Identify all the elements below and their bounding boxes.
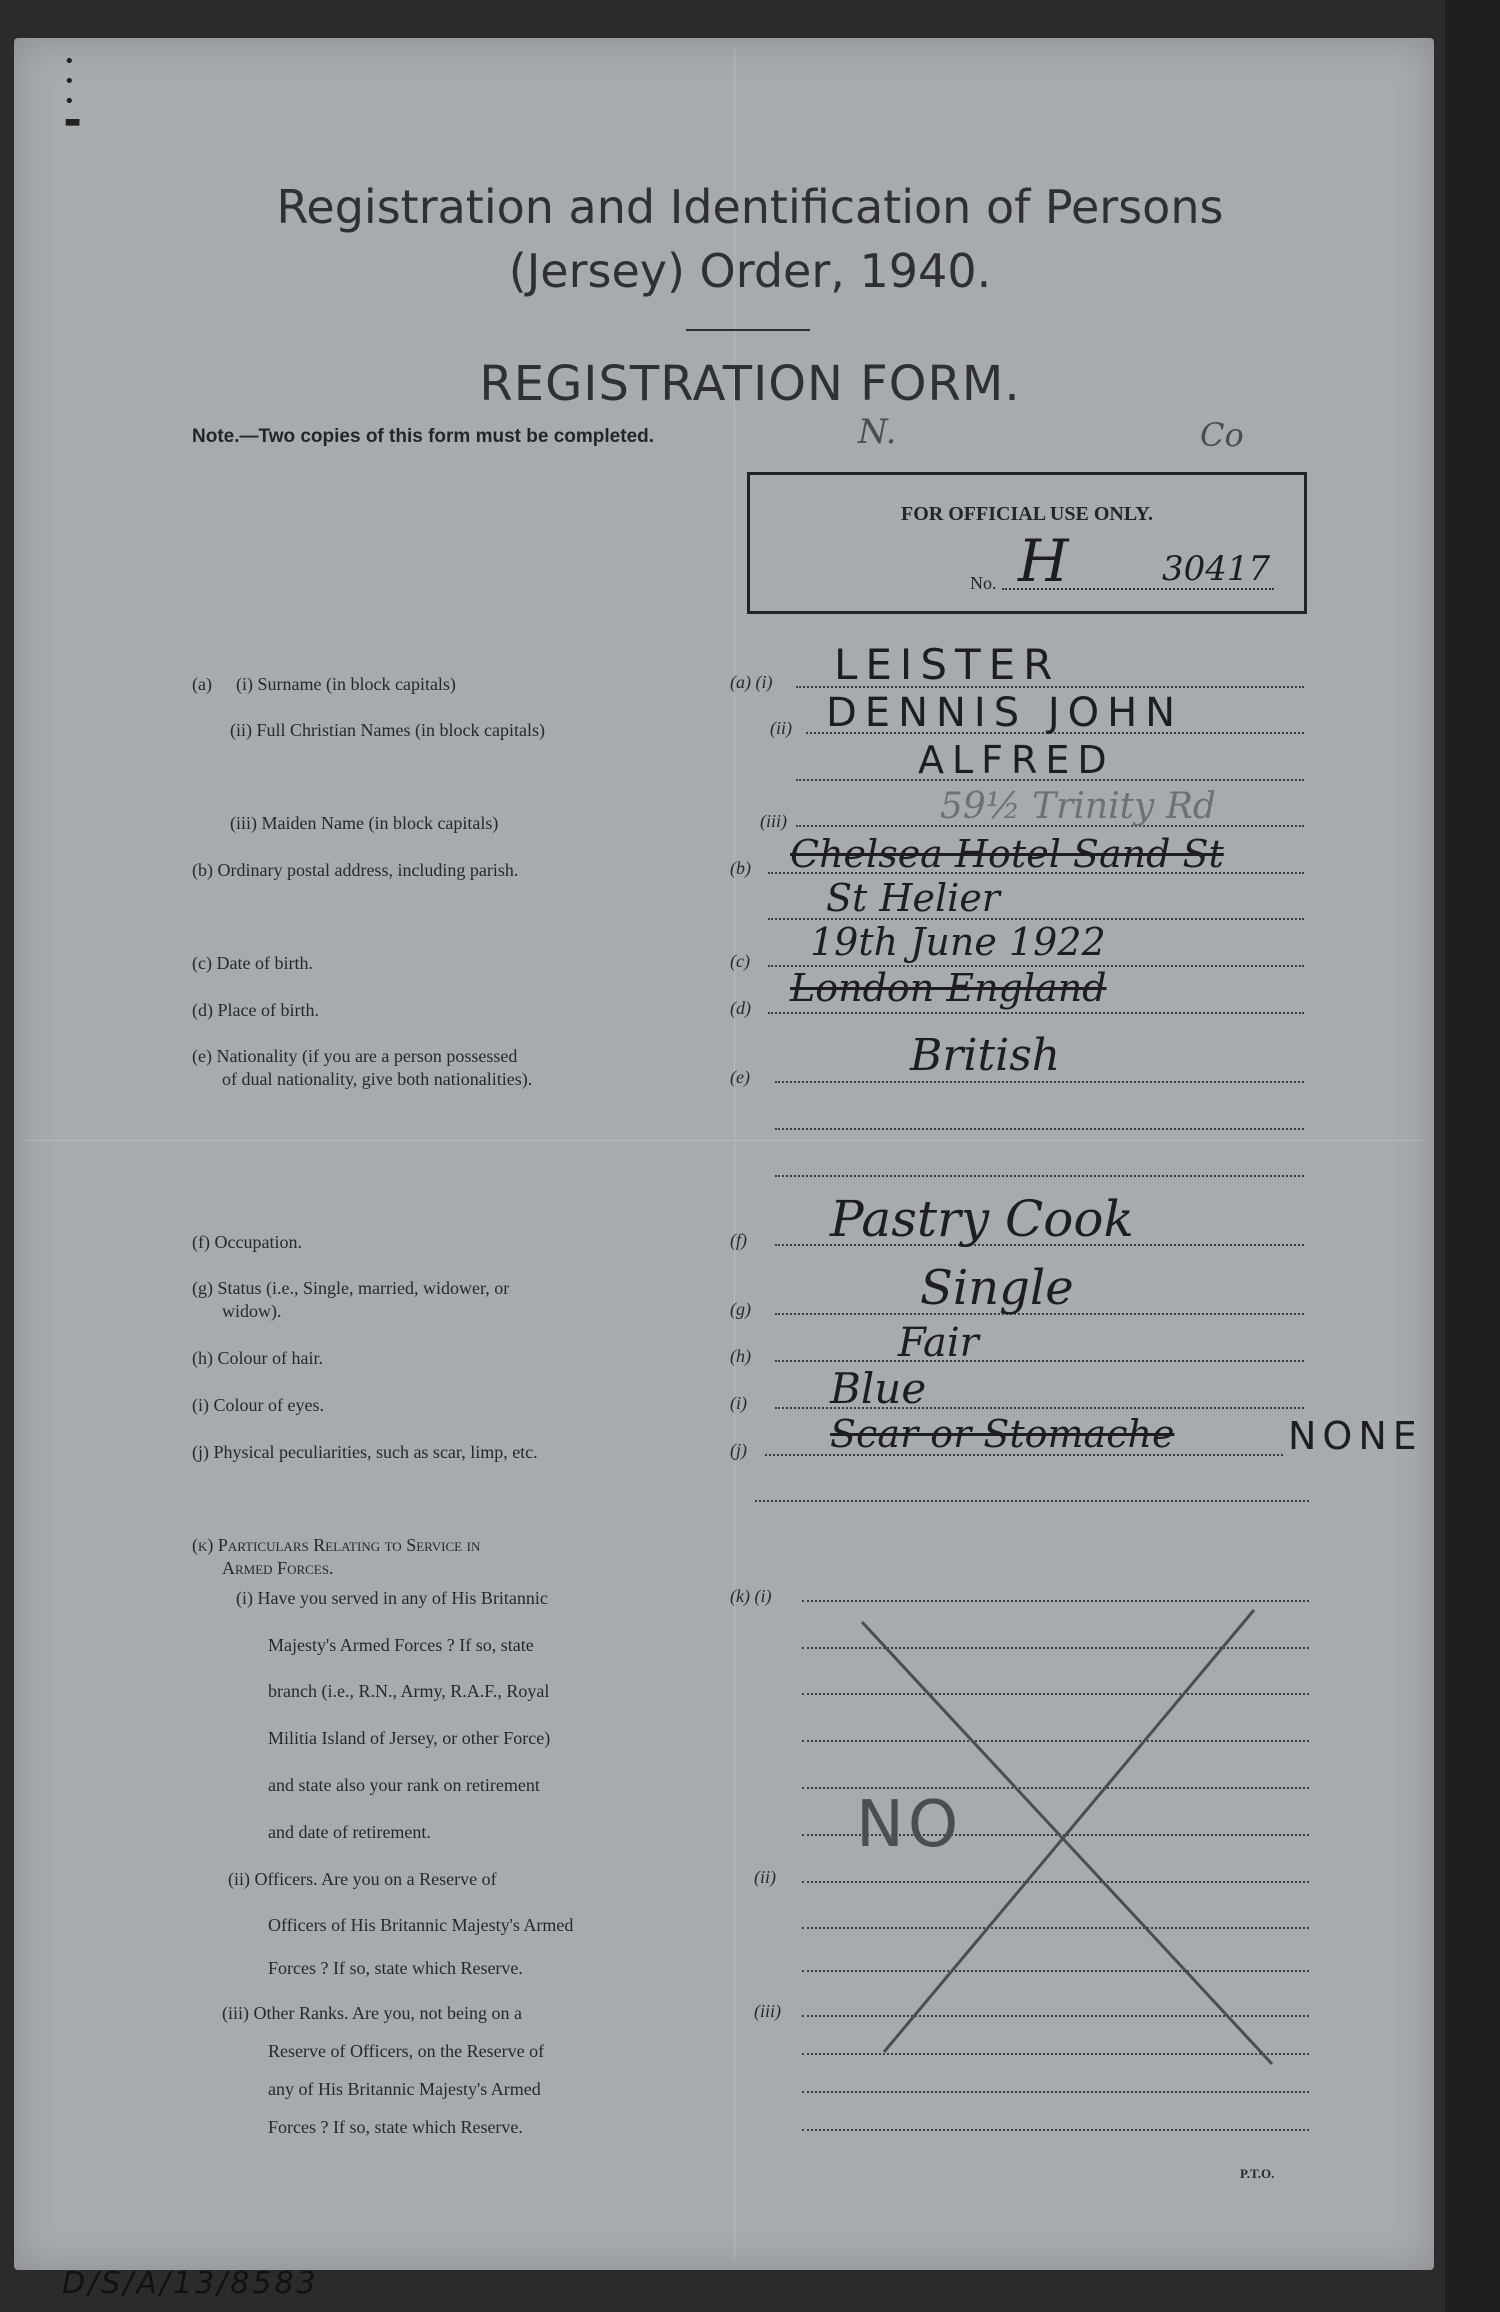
answer-maiden-crossed: 59½ Trinity Rd bbox=[940, 786, 1216, 827]
label-a-letter: (a) bbox=[192, 674, 212, 694]
answer-address-line2: St Helier bbox=[826, 876, 1000, 920]
service-iii-line: any of His Britannic Majesty's Armed bbox=[268, 2079, 541, 2099]
service-i-line: and state also your rank on retirement bbox=[268, 1775, 540, 1795]
answer-status: Single bbox=[920, 1260, 1074, 1316]
answer-label-d: (d) bbox=[730, 998, 751, 1018]
answer-service: NO bbox=[856, 1788, 963, 1862]
answer-christian-names-1: DENNIS JOHN bbox=[826, 690, 1184, 736]
label-service-title-2: Armed Forces. bbox=[222, 1558, 334, 1578]
answer-peculiarities: NONE bbox=[1288, 1414, 1423, 1458]
service-ii-line: (ii) Officers. Are you on a Reserve of bbox=[228, 1869, 497, 1889]
service-iii-line: Reserve of Officers, on the Reserve of bbox=[268, 2041, 545, 2061]
answer-surname: LEISTER bbox=[834, 640, 1061, 689]
pto-note: P.T.O. bbox=[1240, 2166, 1275, 2181]
answer-label-c: (c) bbox=[730, 951, 750, 971]
label-surname: (i) Surname (in block capitals) bbox=[236, 674, 456, 694]
service-i-line: and date of retirement. bbox=[268, 1822, 431, 1842]
answer-label-a-ii: (ii) bbox=[770, 718, 792, 738]
answer-label-a-i: (a) (i) bbox=[730, 672, 773, 692]
answer-label-k-iii: (iii) bbox=[754, 2001, 781, 2021]
label-address: (b) Ordinary postal address, including parish. bbox=[192, 860, 519, 880]
corner-mark: Co bbox=[1200, 416, 1244, 454]
answer-eyes: Blue bbox=[830, 1364, 927, 1413]
answer-label-k-i: (k) (i) bbox=[730, 1586, 772, 1606]
answer-label-g: (g) bbox=[730, 1299, 751, 1319]
form-heading-line2: (Jersey) Order, 1940. bbox=[508, 244, 992, 298]
answer-label-a-iii: (iii) bbox=[760, 811, 787, 831]
answer-address-line1: Chelsea Hotel Sand St bbox=[790, 832, 1224, 876]
answer-occupation: Pastry Cook bbox=[830, 1190, 1134, 1248]
form-heading-line1: Registration and Identification of Persons bbox=[276, 180, 1224, 234]
label-hair: (h) Colour of hair. bbox=[192, 1348, 323, 1368]
service-i-line: branch (i.e., R.N., Army, R.A.F., Royal bbox=[268, 1681, 550, 1701]
service-iii-line: Forces ? If so, state which Reserve. bbox=[268, 2117, 523, 2137]
label-peculiarities: (j) Physical peculiarities, such as scar, limp, etc. bbox=[192, 1442, 538, 1462]
label-maiden-name: (iii) Maiden Name (in block capitals) bbox=[230, 813, 499, 833]
answer-label-k-ii: (ii) bbox=[754, 1867, 776, 1887]
stamp-mark: N. bbox=[858, 412, 897, 452]
answer-nationality: British bbox=[910, 1030, 1061, 1081]
label-christian-names: (ii) Full Christian Names (in block capitals) bbox=[230, 720, 545, 740]
note-text: Note.—Two copies of this form must be completed. bbox=[192, 426, 655, 447]
service-i-line: Militia Island of Jersey, or other Force) bbox=[268, 1728, 551, 1748]
answer-dob: 19th June 1922 bbox=[810, 920, 1106, 964]
service-i-line: (i) Have you served in any of His Britannic bbox=[236, 1588, 548, 1608]
binding-holes: • • • ▬ bbox=[64, 51, 82, 132]
answer-hair: Fair bbox=[898, 1320, 979, 1366]
official-use-title: FOR OFFICIAL USE ONLY. bbox=[901, 503, 1153, 525]
answer-label-j: (j) bbox=[730, 1440, 747, 1460]
label-status-1: (g) Status (i.e., Single, married, widower, or bbox=[192, 1278, 510, 1298]
answer-label-i: (i) bbox=[730, 1393, 747, 1413]
label-service-title-1: (k) Particulars Relating to Service in bbox=[192, 1535, 481, 1555]
official-no-number: 30417 bbox=[1162, 549, 1271, 589]
label-nationality-1: (e) Nationality (if you are a person possessed bbox=[192, 1046, 518, 1066]
answer-label-e: (e) bbox=[730, 1067, 750, 1087]
official-no-letter: H bbox=[1018, 527, 1069, 595]
service-ii-line: Forces ? If so, state which Reserve. bbox=[268, 1958, 523, 1978]
label-nationality-2: of dual nationality, give both nationalities). bbox=[222, 1069, 533, 1089]
answer-label-h: (h) bbox=[730, 1346, 751, 1366]
label-place-of-birth: (d) Place of birth. bbox=[192, 1000, 319, 1020]
answer-label-f: (f) bbox=[730, 1230, 747, 1250]
archive-reference: D/S/A/13/8583 bbox=[62, 2266, 319, 2301]
service-i-line: Majesty's Armed Forces ? If so, state bbox=[268, 1635, 534, 1655]
form-title: REGISTRATION FORM. bbox=[479, 356, 1021, 412]
service-ii-line: Officers of His Britannic Majesty's Armed bbox=[268, 1915, 574, 1935]
official-no-label: No. bbox=[970, 573, 997, 593]
answer-place-of-birth: London England bbox=[790, 966, 1107, 1010]
answer-label-b: (b) bbox=[730, 858, 751, 878]
label-dob: (c) Date of birth. bbox=[192, 953, 313, 973]
label-status-2: widow). bbox=[222, 1301, 282, 1321]
answer-peculiarities-struck: Scar or Stomache bbox=[830, 1412, 1175, 1456]
service-iii-line: (iii) Other Ranks. Are you, not being on a bbox=[222, 2003, 522, 2023]
answer-christian-names-2: ALFRED bbox=[918, 738, 1115, 782]
label-occupation: (f) Occupation. bbox=[192, 1232, 302, 1252]
label-eyes: (i) Colour of eyes. bbox=[192, 1395, 324, 1415]
